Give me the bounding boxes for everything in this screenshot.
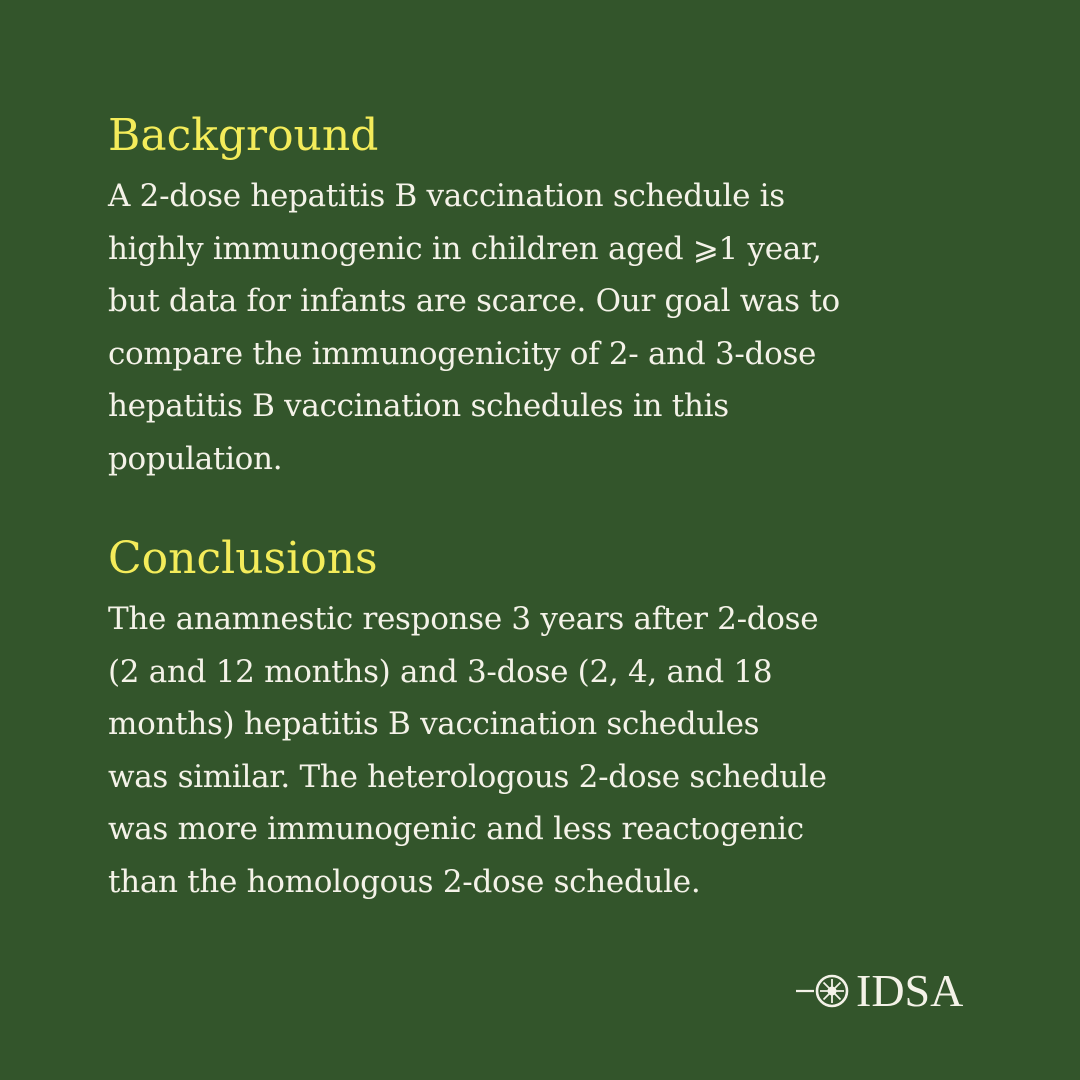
conclusions-text bbox=[108, 593, 988, 908]
background-text bbox=[108, 170, 988, 485]
conclusions-line: (2 and 12 months) and 3-dose (2, 4, and 18 bbox=[108, 653, 773, 690]
background-heading: Background bbox=[108, 110, 379, 161]
conclusions-line: than the homologous 2-dose schedule. bbox=[108, 863, 701, 900]
conclusions-line: The anamnestic response 3 years after 2-dose bbox=[108, 601, 819, 637]
background-line: population. bbox=[108, 440, 283, 477]
section-spacer bbox=[108, 485, 988, 531]
background-line: highly immunogenic in children aged ⩾1 year, bbox=[108, 230, 822, 267]
conclusions-line: months) hepatitis B vaccination schedules bbox=[108, 706, 760, 742]
background-line: hepatitis B vaccination schedules in this bbox=[108, 388, 729, 424]
content bbox=[108, 108, 988, 908]
idsa-starburst-icon bbox=[796, 966, 856, 1016]
conclusions-line: was more immunogenic and less reactogenic bbox=[108, 811, 804, 847]
background-line: compare the immunogenicity of 2- and 3-dose bbox=[108, 335, 817, 372]
idsa-logo bbox=[796, 966, 976, 1016]
background-line: A 2-dose hepatitis B vaccination schedule is bbox=[108, 178, 785, 214]
background-line: but data for infants are scarce. Our goal was to bbox=[108, 283, 840, 319]
idsa-logo-text: IDSA bbox=[856, 965, 964, 1016]
conclusions-line: was similar. The heterologous 2-dose schedule bbox=[108, 758, 827, 795]
conclusions-heading: Conclusions bbox=[108, 533, 378, 584]
